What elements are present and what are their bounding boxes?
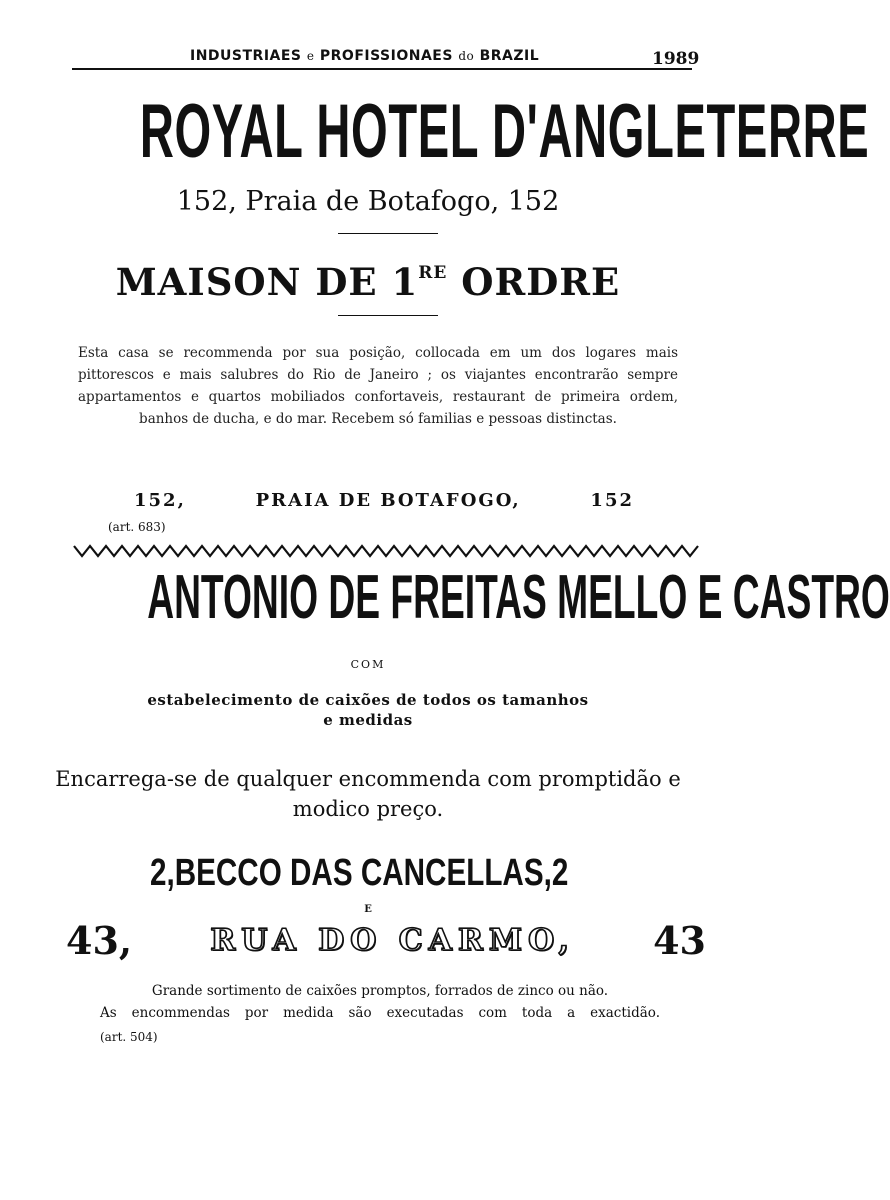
divider-rule [338, 233, 438, 234]
conjunction: E [364, 904, 372, 915]
business-line: estabelecimento de caixões de todos os tamanhos [147, 691, 589, 709]
divider-rule [338, 315, 438, 316]
castro-title: ANTONIO DE FREITAS MELLO E CASTRO [147, 563, 890, 632]
address-number: 2 [551, 852, 569, 894]
stock-description [100, 980, 660, 1024]
orders-line: As encommendas por medida são executadas com toda a exactidão. [100, 1005, 660, 1021]
tagline-superscript: RE [418, 263, 448, 283]
hotel-address: 152, Praia de Botafogo, 152 [176, 186, 560, 217]
running-title-join: do [458, 49, 475, 63]
tagline-text: MAISON DE 1 [115, 260, 419, 304]
article-reference: (art. 504) [100, 1030, 158, 1044]
running-title-join: e [306, 49, 315, 63]
tagline-text-end: ORDRE [447, 260, 621, 304]
running-title [190, 48, 539, 64]
address-rua-do-carmo [66, 918, 706, 963]
business-description [0, 690, 736, 730]
service-line: modico preço. [292, 797, 444, 821]
service-line: Encarrega-se de qualquer encommenda com promptidão e [55, 767, 681, 791]
address-street: PRAIA DE BOTAFOGO, [255, 490, 521, 511]
address-becco [150, 852, 569, 895]
address-street-ornamental: RUA DO CARMO, [210, 923, 575, 958]
address-number: 43, [66, 918, 133, 963]
address-number: 152, [134, 490, 186, 511]
address-number: 2, [150, 852, 175, 894]
hotel-title: ROYAL HOTEL D'ANGLETERRE [139, 89, 870, 174]
running-title-word: INDUSTRIAES [190, 48, 302, 64]
service-description [0, 764, 736, 824]
running-title-word: PROFISSIONAES [319, 48, 453, 64]
hotel-address-caps [134, 490, 634, 511]
business-line: e medidas [323, 711, 413, 729]
address-number: 43 [653, 918, 706, 963]
address-number: 152 [590, 490, 634, 511]
stock-line: Grande sortimento de caixões promptos, forrados de zinco ou não. [151, 983, 609, 999]
page-number: 1989 [652, 49, 700, 69]
hotel-description: Esta casa se recommenda por sua posição, collocada em um dos logares mais pittorescos e mais salubres do Rio de Janeiro ; os viajantes encontrarão sempre appartamentos e quartos mobiliados confortaveis, restaurant de primeira ordem, banhos de ducha, e do mar. Recebem só familias e pessoas distinctas. [78, 345, 678, 427]
article-reference: (art. 683) [108, 520, 166, 534]
running-title-word: BRAZIL [479, 48, 540, 64]
com-label: COM [350, 658, 386, 671]
ornamental-zigzag-divider [74, 542, 698, 560]
hotel-tagline [0, 260, 736, 304]
address-street: BECCO DAS CANCELLAS, [174, 852, 552, 894]
header-rule [72, 68, 692, 70]
